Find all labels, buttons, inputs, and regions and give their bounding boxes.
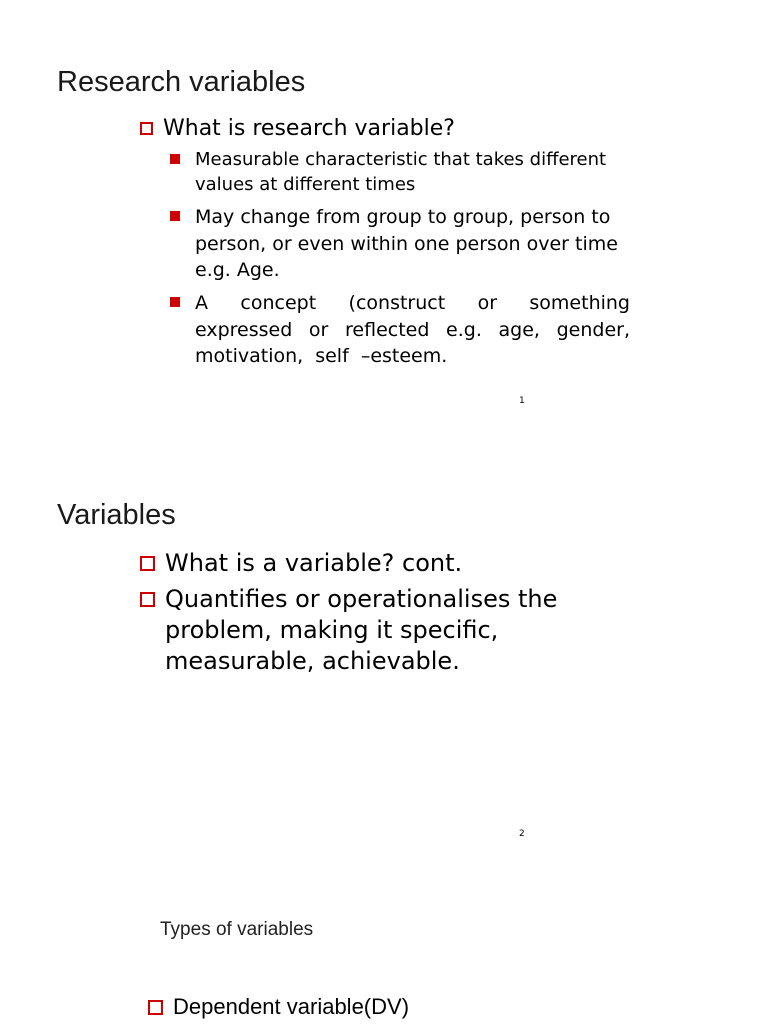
bullet-item: [140, 584, 610, 677]
solid-square-bullet-icon: [170, 211, 180, 221]
sub-bullet-item: [170, 147, 630, 197]
bullet-item: [140, 548, 462, 578]
bullet-item: [148, 993, 409, 1021]
slide-title: Types of variables: [160, 919, 314, 940]
hollow-square-bullet-icon: [140, 122, 153, 135]
bullet-text: Quantifies or operationalises the problem, making it specific, measurable, achievable.: [165, 585, 558, 675]
page-number: 1: [519, 396, 525, 406]
sub-bullet-text: Measurable characteristic that takes different values at different times: [195, 149, 607, 195]
bullet-text: What is a variable? cont.: [165, 549, 463, 577]
hollow-square-bullet-icon: [140, 556, 155, 571]
sub-bullet-item: [170, 204, 630, 284]
slide-title: Variables: [57, 499, 176, 531]
sub-bullet-text: May change from group to group, person to person, or even within one person over time e.g. Age.: [195, 206, 618, 281]
sub-bullet-text: A concept (construct or something expressed or reflected e.g. age, gender, motivation, self –esteem.: [195, 292, 630, 367]
bullet-text: Dependent variable(DV): [173, 994, 410, 1019]
solid-square-bullet-icon: [170, 154, 180, 164]
slide-2: [0, 440, 768, 880]
bullet-item: [140, 116, 455, 142]
slide-1: [0, 0, 768, 440]
hollow-square-bullet-icon: [140, 592, 155, 607]
hollow-square-bullet-icon: [148, 1000, 163, 1015]
slide-3: [0, 880, 768, 1024]
solid-square-bullet-icon: [170, 297, 180, 307]
slide-title: Research variables: [57, 66, 306, 98]
sub-bullet-item: [170, 290, 630, 370]
bullet-text: What is research variable?: [163, 116, 455, 141]
page-number: 2: [519, 829, 525, 839]
